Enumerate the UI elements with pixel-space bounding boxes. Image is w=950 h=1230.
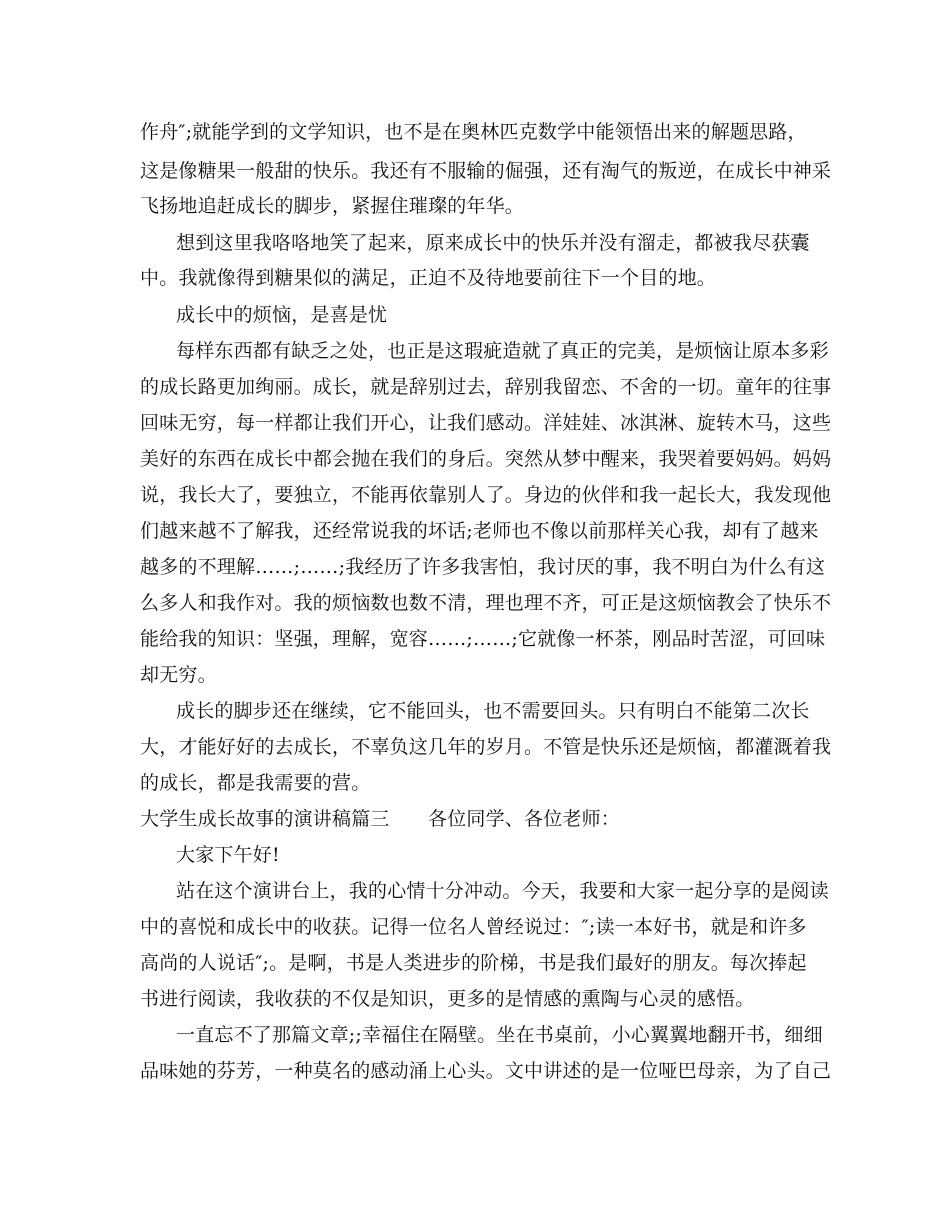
text-line: 飞扬地追赶成长的脚步，紧握住璀璨的年华。 [140, 195, 525, 217]
text-line: 们越来越不了解我，还经常说我的坏话;老师也不像以前那样关心我，却有了越来 [140, 520, 819, 542]
text-line: 美好的东西在成长中都会抛在我们的身后。突然从梦中醒来，我哭着要妈妈。妈妈 [140, 448, 832, 470]
text-line: 品味她的芬芳，一种莫名的感动涌上心头。文中讲述的是一位哑巴母亲，为了自己 [140, 1060, 832, 1082]
text-line: 越多的不理解……;……;我经历了许多我害怕，我讨厌的事，我不明白为什么有这 [140, 556, 826, 578]
section-title: 大学生成长故事的演讲稿篇三 各位同学、各位老师： [140, 808, 621, 830]
text-line: 的成长路更加绚丽。成长，就是辞别过去，辞别我留恋、不舍的一切。童年的往事 [140, 376, 832, 398]
text-line: 这是像糖果一般甜的快乐。我还有不服输的倔强，还有淘气的叛逆，在成长中神采 [140, 160, 832, 182]
text-line: 回味无穷，每一样都让我们开心，让我们感动。洋娃娃、冰淇淋、旋转木马，这些 [140, 412, 832, 434]
text-line: 么多人和我作对。我的烦恼数也数不清，理也理不齐，可正是这烦恼教会了快乐不 [140, 592, 832, 614]
greeting-line: 大家下午好! [176, 844, 280, 866]
text-line: 中的喜悦和成长中的收获。记得一位名人曾经说过：″;读一本好书，就是和许多 [140, 916, 807, 938]
text-line: 想到这里我咯咯地笑了起来，原来成长中的快乐并没有溜走，都被我尽获囊 [176, 232, 810, 254]
text-line: 却无穷。 [140, 664, 217, 686]
text-line: 站在这个演讲台上，我的心情十分冲动。今天，我要和大家一起分享的是阅读 [176, 880, 829, 902]
text-line: 作舟″;就能学到的文学知识，也不是在奥林匹克数学中能领悟出来的解题思路， [140, 121, 807, 143]
text-line: 能给我的知识：坚强，理解，宽容……;……;它就像一杯茶，刚品时苦涩，可回味 [140, 628, 826, 650]
text-line: 成长的脚步还在继续，它不能回头，也不需要回头。只有明白不能第二次长 [176, 700, 810, 722]
text-line: 说，我长大了，要独立，不能再依靠别人了。身边的伙伴和我一起长大，我发现他 [140, 484, 832, 506]
text-line: 每样东西都有缺乏之处，也正是这瑕疵造就了真正的完美，是烦恼让原本多彩 [176, 340, 829, 362]
text-line: 的成长，都是我需要的营。 [140, 772, 371, 794]
text-line: 书进行阅读，我收获的不仅是知识，更多的是情感的熏陶与心灵的感悟。 [140, 988, 755, 1010]
text-line: 中。我就像得到糖果似的满足，正迫不及待地要前往下一个目的地。 [140, 267, 717, 289]
text-line: 高尚的人说话″;。是啊，书是人类进步的阶梯，书是我们最好的朋友。每次捧起 [140, 952, 807, 974]
text-line: 大，才能好好的去成长，不辜负这几年的岁月。不管是快乐还是烦恼，都灌溉着我 [140, 736, 832, 758]
text-line: 一直忘不了那篇文章;;幸福住在隔壁。坐在书桌前，小心翼翼地翻开书，细细 [176, 1024, 823, 1046]
section-heading: 成长中的烦恼，是喜是忧 [176, 304, 388, 326]
